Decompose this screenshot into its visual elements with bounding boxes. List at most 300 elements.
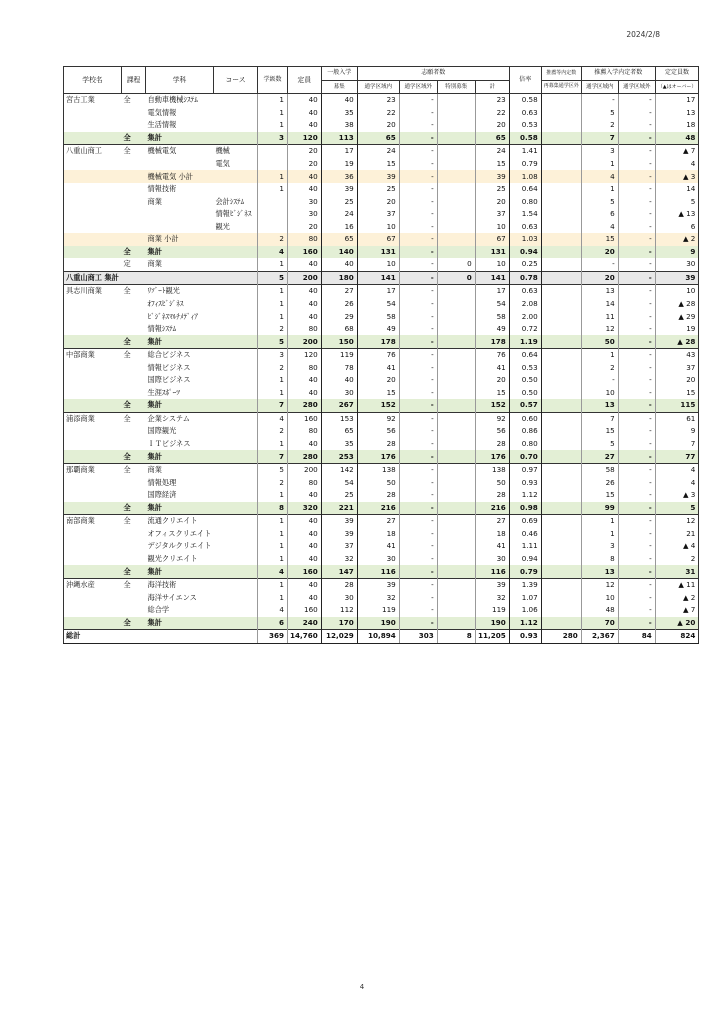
cell-cap: 280 xyxy=(287,450,321,463)
cell-cap: 40 xyxy=(287,258,321,271)
cell-over: 15 xyxy=(655,387,699,400)
header-suisen-group: 推薦入学内定者数 xyxy=(581,67,655,81)
cell-app-sp xyxy=(437,604,475,617)
cell-pre xyxy=(541,477,581,490)
cell-over: ▲ 7 xyxy=(655,604,699,617)
cell-school xyxy=(64,604,122,617)
cell-course xyxy=(122,170,146,183)
cell-app-sp: 8 xyxy=(437,630,475,644)
cell-course xyxy=(122,477,146,490)
cell-course: 全 xyxy=(122,399,146,412)
cell-s-out: - xyxy=(618,285,655,298)
cell-ippan: 32 xyxy=(321,553,357,566)
cell-school xyxy=(64,170,122,183)
cell-app-tot: 28 xyxy=(475,438,509,451)
cell-ippan: 142 xyxy=(321,463,357,476)
cell-course xyxy=(122,221,146,234)
cell-school: 具志川商業 xyxy=(64,285,122,298)
cell-classes: 2 xyxy=(257,362,287,375)
cell-dept: 情報技術 xyxy=(147,184,177,194)
cell-s-out: - xyxy=(618,132,655,145)
cell-school: 宮古工業 xyxy=(64,94,122,107)
cell-s-out: - xyxy=(618,233,655,246)
cell-app-sp xyxy=(437,246,475,259)
cell-app-out: - xyxy=(399,170,437,183)
cell-dept: オフィスクリエイト xyxy=(147,528,212,538)
cell-school xyxy=(64,233,122,246)
cell-app-in: 65 xyxy=(357,132,399,145)
cell-classes: 1 xyxy=(257,553,287,566)
cell-app-out: - xyxy=(399,578,437,591)
cell-app-in: 22 xyxy=(357,107,399,120)
cell-cname xyxy=(213,107,257,120)
cell-ippan: 119 xyxy=(321,349,357,362)
subtotal-row xyxy=(64,450,699,463)
cell-ratio: 0.79 xyxy=(509,565,541,578)
cell-pre xyxy=(541,323,581,336)
table-row xyxy=(64,438,699,451)
cell-cname xyxy=(213,489,257,502)
cell-ratio: 0.72 xyxy=(509,323,541,336)
cell-app-sp xyxy=(437,310,475,323)
cell-app-in: 30 xyxy=(357,553,399,566)
cell-app-out: - xyxy=(399,540,437,553)
cell-classes: 1 xyxy=(257,489,287,502)
cell-app-tot: 30 xyxy=(475,553,509,566)
cell-cap: 40 xyxy=(287,540,321,553)
cell-s-out: - xyxy=(618,323,655,336)
cell-cap: 80 xyxy=(287,477,321,490)
cell-app-in: 20 xyxy=(357,195,399,208)
cell-app-sp: 0 xyxy=(437,258,475,271)
cell-ratio: 2.00 xyxy=(509,310,541,323)
cell-s-out: - xyxy=(618,246,655,259)
enrollment-table-container xyxy=(63,66,699,644)
cell-s-out: - xyxy=(618,349,655,362)
cell-app-tot: 58 xyxy=(475,310,509,323)
cell-app-tot: 24 xyxy=(475,145,509,158)
cell-app-out: - xyxy=(399,94,437,107)
cell-app-in: 20 xyxy=(357,119,399,132)
cell-ippan: 54 xyxy=(321,477,357,490)
cell-app-sp xyxy=(437,132,475,145)
cell-ratio: 0.94 xyxy=(509,246,541,259)
table-row xyxy=(64,528,699,541)
cell-classes: 1 xyxy=(257,258,287,271)
header-pre-top: 推薦等内定数 xyxy=(541,67,581,81)
cell-over: ▲ 13 xyxy=(655,208,699,221)
cell-ippan: 153 xyxy=(321,412,357,425)
table-row xyxy=(64,477,699,490)
table-row xyxy=(64,298,699,311)
cell-cname xyxy=(213,412,257,425)
cell-classes: 5 xyxy=(257,271,287,285)
table-row xyxy=(64,463,699,476)
cell-pre xyxy=(541,298,581,311)
table-row xyxy=(64,412,699,425)
subtotal-row xyxy=(64,170,699,183)
cell-dept: 商業 xyxy=(146,463,214,476)
cell-app-tot: 138 xyxy=(475,463,509,476)
cell-cap: 160 xyxy=(287,246,321,259)
cell-s-in: 58 xyxy=(581,463,618,476)
cell-s-in: 15 xyxy=(581,425,618,438)
table-row xyxy=(64,285,699,298)
cell-dept: ｵﾌｨｽﾋﾞｼﾞﾈｽ xyxy=(147,299,184,309)
cell-over: 39 xyxy=(655,271,699,285)
cell-course: 全 xyxy=(122,246,146,259)
cell-ratio: 0.78 xyxy=(509,271,541,285)
cell-s-out: - xyxy=(618,528,655,541)
cell-ippan: 25 xyxy=(321,489,357,502)
cell-school: 八重山商工 集計 xyxy=(64,271,122,285)
document-date: 2024/2/8 xyxy=(626,30,660,39)
cell-app-in: 141 xyxy=(357,271,399,285)
cell-dept: 商業 小計 xyxy=(146,233,214,246)
cell-ippan: 78 xyxy=(321,362,357,375)
cell-app-out: - xyxy=(399,335,437,348)
cell-school xyxy=(64,528,122,541)
cell-pre xyxy=(541,233,581,246)
cell-app-in: 76 xyxy=(357,349,399,362)
cell-course: 全 xyxy=(122,502,146,515)
cell-classes: 1 xyxy=(257,578,287,591)
cell-cap: 20 xyxy=(287,158,321,171)
table-row xyxy=(64,604,699,617)
header-app-in: 通学区域内 xyxy=(357,80,399,94)
cell-course xyxy=(122,119,146,132)
cell-school xyxy=(64,158,122,171)
cell-cname xyxy=(213,183,257,196)
cell-s-out: - xyxy=(618,463,655,476)
cell-app-tot: 15 xyxy=(475,158,509,171)
cell-s-in: 12 xyxy=(581,323,618,336)
cell-app-in: 56 xyxy=(357,425,399,438)
cell-app-in: 23 xyxy=(357,94,399,107)
cell-cap: 40 xyxy=(287,310,321,323)
cell-app-in: 39 xyxy=(357,170,399,183)
cell-ippan: 40 xyxy=(321,258,357,271)
cell-cap: 240 xyxy=(287,617,321,630)
subtotal-row xyxy=(64,399,699,412)
subtotal-row xyxy=(64,617,699,630)
cell-app-tot: 178 xyxy=(475,335,509,348)
cell-s-in: 5 xyxy=(581,195,618,208)
cell-course xyxy=(122,604,146,617)
cell-school xyxy=(64,425,122,438)
cell-classes xyxy=(257,221,287,234)
cell-app-in: 24 xyxy=(357,145,399,158)
cell-app-tot: 56 xyxy=(475,425,509,438)
cell-ippan: 40 xyxy=(321,94,357,107)
cell-app-sp xyxy=(437,502,475,515)
cell-ratio: 2.08 xyxy=(509,298,541,311)
cell-app-out: - xyxy=(399,158,437,171)
cell-s-out: - xyxy=(618,195,655,208)
header-ratio: 倍率 xyxy=(509,67,541,94)
cell-s-in: 4 xyxy=(581,221,618,234)
cell-pre xyxy=(541,310,581,323)
cell-ratio: 0.94 xyxy=(509,553,541,566)
cell-ratio: 0.63 xyxy=(509,221,541,234)
header-school: 学校名 xyxy=(64,67,122,94)
cell-classes: 2 xyxy=(257,425,287,438)
cell-s-out: - xyxy=(618,617,655,630)
cell-app-sp: 0 xyxy=(437,271,475,285)
cell-pre xyxy=(541,335,581,348)
cell-over: 77 xyxy=(655,450,699,463)
cell-s-in: 20 xyxy=(581,246,618,259)
cell-s-out: - xyxy=(618,208,655,221)
cell-school xyxy=(64,399,122,412)
cell-ippan: 25 xyxy=(321,195,357,208)
header-ippan-sub: 募集 xyxy=(321,80,357,94)
cell-classes: 1 xyxy=(257,515,287,528)
cell-app-out: - xyxy=(399,298,437,311)
cell-app-sp xyxy=(437,528,475,541)
cell-cname xyxy=(213,578,257,591)
cell-ippan: 24 xyxy=(321,208,357,221)
cell-pre xyxy=(541,374,581,387)
cell-s-out: - xyxy=(618,591,655,604)
cell-cap: 80 xyxy=(287,323,321,336)
cell-school xyxy=(64,298,122,311)
table-row xyxy=(64,425,699,438)
cell-s-out: - xyxy=(618,502,655,515)
cell-s-in: 2 xyxy=(581,362,618,375)
cell-s-in: 26 xyxy=(581,477,618,490)
cell-app-in: 20 xyxy=(357,374,399,387)
cell-dept xyxy=(146,630,214,644)
cell-s-out: - xyxy=(618,183,655,196)
cell-ippan: 17 xyxy=(321,145,357,158)
cell-app-in: 116 xyxy=(357,565,399,578)
cell-s-in: 1 xyxy=(581,183,618,196)
cell-s-in: 15 xyxy=(581,489,618,502)
cell-cap: 40 xyxy=(287,553,321,566)
cell-cname xyxy=(213,450,257,463)
table-row xyxy=(64,489,699,502)
cell-ratio: 1.54 xyxy=(509,208,541,221)
cell-app-tot: 28 xyxy=(475,489,509,502)
cell-app-tot: 152 xyxy=(475,399,509,412)
cell-app-tot: 20 xyxy=(475,119,509,132)
cell-school xyxy=(64,107,122,120)
cell-ratio: 0.25 xyxy=(509,258,541,271)
cell-dept: 集計 xyxy=(146,565,214,578)
cell-cname xyxy=(213,310,257,323)
cell-s-in: 13 xyxy=(581,285,618,298)
cell-ippan: 140 xyxy=(321,246,357,259)
cell-school xyxy=(64,183,122,196)
cell-s-out: - xyxy=(618,489,655,502)
school-total-row xyxy=(64,271,699,285)
cell-app-sp xyxy=(437,540,475,553)
cell-cname xyxy=(213,258,257,271)
cell-app-out: - xyxy=(399,132,437,145)
cell-dept: 集計 xyxy=(146,335,214,348)
cell-cap: 30 xyxy=(287,195,321,208)
cell-over: 5 xyxy=(655,195,699,208)
cell-ratio: 0.93 xyxy=(509,630,541,644)
cell-app-sp xyxy=(437,208,475,221)
cell-app-in: 190 xyxy=(357,617,399,630)
cell-app-tot: 18 xyxy=(475,528,509,541)
table-row xyxy=(64,349,699,362)
cell-app-out: - xyxy=(399,515,437,528)
cell-s-in: 5 xyxy=(581,107,618,120)
cell-app-out: - xyxy=(399,285,437,298)
cell-ippan: 19 xyxy=(321,158,357,171)
cell-s-in: 20 xyxy=(581,271,618,285)
header-app-out: 通学区域外 xyxy=(399,80,437,94)
cell-pre xyxy=(541,450,581,463)
cell-app-tot: 119 xyxy=(475,604,509,617)
cell-s-in: 15 xyxy=(581,233,618,246)
cell-cap: 30 xyxy=(287,208,321,221)
cell-ippan: 112 xyxy=(321,604,357,617)
cell-ratio: 0.98 xyxy=(509,502,541,515)
cell-pre xyxy=(541,107,581,120)
cell-s-out: - xyxy=(618,477,655,490)
cell-app-out: - xyxy=(399,145,437,158)
cell-school: 南部商業 xyxy=(64,515,122,528)
cell-course: 全 xyxy=(122,578,146,591)
cell-cname xyxy=(213,425,257,438)
cell-dept xyxy=(146,208,214,221)
cell-over: 21 xyxy=(655,528,699,541)
cell-cname xyxy=(213,604,257,617)
cell-cname xyxy=(213,374,257,387)
cell-cap: 320 xyxy=(287,502,321,515)
cell-ratio: 0.64 xyxy=(509,183,541,196)
cell-app-sp xyxy=(437,438,475,451)
cell-cname xyxy=(213,438,257,451)
cell-classes: 4 xyxy=(257,246,287,259)
cell-dept: 観光クリエイト xyxy=(147,553,198,563)
cell-classes: 3 xyxy=(257,132,287,145)
cell-ippan: 267 xyxy=(321,399,357,412)
cell-ippan: 38 xyxy=(321,119,357,132)
cell-app-sp xyxy=(437,107,475,120)
cell-app-sp xyxy=(437,477,475,490)
cell-school: 浦添商業 xyxy=(64,412,122,425)
cell-dept: 情報処理 xyxy=(147,477,177,487)
cell-s-out: - xyxy=(618,565,655,578)
cell-ippan: 28 xyxy=(321,578,357,591)
cell-app-sp xyxy=(437,565,475,578)
cell-classes: 1 xyxy=(257,183,287,196)
cell-cap: 40 xyxy=(287,170,321,183)
cell-app-tot: 15 xyxy=(475,387,509,400)
cell-app-sp xyxy=(437,399,475,412)
cell-s-in: 7 xyxy=(581,412,618,425)
cell-classes xyxy=(257,195,287,208)
cell-pre xyxy=(541,438,581,451)
cell-pre xyxy=(541,170,581,183)
cell-cap: 40 xyxy=(287,489,321,502)
cell-app-tot: 20 xyxy=(475,195,509,208)
cell-app-tot: 50 xyxy=(475,477,509,490)
table-header xyxy=(64,67,699,94)
table-row xyxy=(64,362,699,375)
table-row xyxy=(64,208,699,221)
cell-cname xyxy=(213,387,257,400)
cell-over: 14 xyxy=(655,183,699,196)
cell-s-out: - xyxy=(618,221,655,234)
cell-app-out: - xyxy=(399,604,437,617)
cell-app-sp xyxy=(437,170,475,183)
cell-s-in: 4 xyxy=(581,170,618,183)
cell-pre xyxy=(541,515,581,528)
cell-ratio: 0.46 xyxy=(509,528,541,541)
cell-app-in: 138 xyxy=(357,463,399,476)
cell-s-in: 1 xyxy=(581,158,618,171)
cell-s-out: - xyxy=(618,170,655,183)
header-over-group: 定定員数 xyxy=(655,67,699,81)
header-ippan-group: 一般入学 xyxy=(321,67,357,81)
header-course-name: コース xyxy=(213,67,257,94)
header-dept: 学科 xyxy=(146,67,214,94)
cell-pre xyxy=(541,246,581,259)
subtotal-row xyxy=(64,233,699,246)
cell-app-sp xyxy=(437,553,475,566)
cell-school xyxy=(64,323,122,336)
cell-app-out: 303 xyxy=(399,630,437,644)
cell-app-tot: 176 xyxy=(475,450,509,463)
cell-course: 全 xyxy=(122,412,146,425)
cell-school xyxy=(64,387,122,400)
cell-dept: 商業 xyxy=(147,196,162,206)
cell-dept: 生活情報 xyxy=(147,120,177,130)
cell-app-tot: 67 xyxy=(475,233,509,246)
cell-course xyxy=(122,183,146,196)
cell-app-sp xyxy=(437,425,475,438)
cell-pre xyxy=(541,94,581,107)
cell-course xyxy=(122,298,146,311)
cell-ippan: 30 xyxy=(321,591,357,604)
cell-over: ▲ 7 xyxy=(655,145,699,158)
cell-app-tot: 11,205 xyxy=(475,630,509,644)
cell-ratio: 0.80 xyxy=(509,195,541,208)
table-row xyxy=(64,310,699,323)
cell-app-out: - xyxy=(399,323,437,336)
cell-cname xyxy=(213,233,257,246)
cell-s-in: 13 xyxy=(581,399,618,412)
cell-cname xyxy=(213,132,257,145)
cell-ippan: 29 xyxy=(321,310,357,323)
cell-classes: 6 xyxy=(257,617,287,630)
cell-ratio: 0.63 xyxy=(509,107,541,120)
cell-app-out: - xyxy=(399,246,437,259)
cell-app-tot: 39 xyxy=(475,578,509,591)
cell-s-in: - xyxy=(581,374,618,387)
cell-over: 19 xyxy=(655,323,699,336)
cell-app-tot: 116 xyxy=(475,565,509,578)
cell-course xyxy=(122,158,146,171)
cell-cap: 40 xyxy=(287,578,321,591)
cell-cap: 160 xyxy=(287,604,321,617)
cell-app-tot: 32 xyxy=(475,591,509,604)
cell-app-tot: 92 xyxy=(475,412,509,425)
cell-app-tot: 190 xyxy=(475,617,509,630)
cell-app-sp xyxy=(437,158,475,171)
cell-app-in: 37 xyxy=(357,208,399,221)
cell-over: 6 xyxy=(655,221,699,234)
cell-school xyxy=(64,540,122,553)
cell-app-in: 17 xyxy=(357,285,399,298)
cell-school xyxy=(64,310,122,323)
